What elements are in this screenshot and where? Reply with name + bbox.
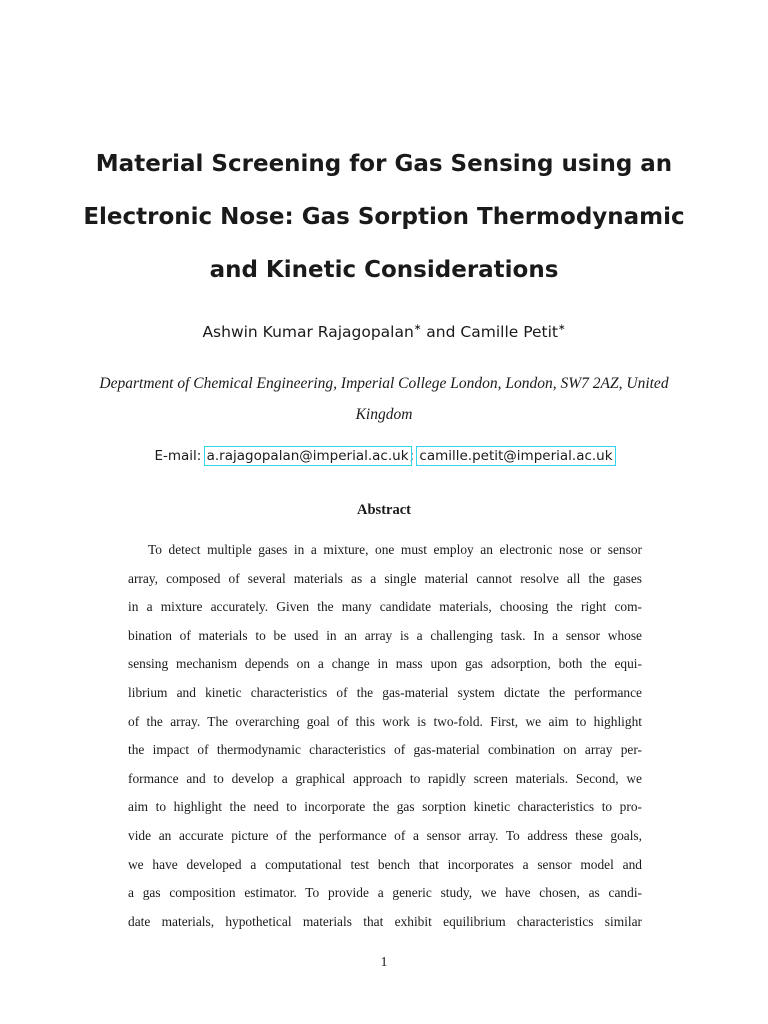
email-label: E-mail: <box>154 448 202 464</box>
title-line: Material Screening for Gas Sensing using an <box>95 151 673 177</box>
paper-title <box>40 138 728 297</box>
author-list <box>40 323 728 341</box>
affiliation <box>80 368 688 430</box>
abstract-line: sensing mechanism depends on a change in mass upon gas adsorption, both the equi- <box>128 656 642 672</box>
affiliation-line: Department of Chemical Engineering, Imperial College London, London, SW7 2AZ, United <box>99 375 669 392</box>
abstract-line: bination of materials to be used in an array is a challenging task. In a sensor whose <box>128 627 642 643</box>
corresponding-author-mark: ∗ <box>413 323 422 333</box>
author-name: Camille Petit <box>460 323 559 341</box>
abstract-line: a gas composition estimator. To provide a generic study, we have chosen, as candi- <box>128 885 642 901</box>
abstract-line: formance and to develop a graphical approach to rapidly screen materials. Second, we <box>128 770 642 786</box>
abstract-line: the impact of thermodynamic characteristics of gas-material combination on array per- <box>128 742 642 758</box>
abstract-line: aim to highlight the need to incorporate the gas sorption kinetic characteristics to pro- <box>128 799 642 815</box>
abstract-heading: Abstract <box>357 502 411 518</box>
email-link[interactable]: a.rajagopalan@imperial.ac.uk <box>206 448 409 464</box>
page-number: 1 <box>380 955 388 970</box>
abstract-line: of the array. The overarching goal of this work is two-fold. First, we aim to highlight <box>128 713 642 729</box>
abstract-line: librium and kinetic characteristics of the gas-material system dictate the performance <box>128 684 642 700</box>
corresponding-author-mark: ∗ <box>558 323 566 333</box>
abstract-line: date materials, hypothetical materials that exhibit equilibrium characteristics similar <box>128 913 642 929</box>
affiliation-line: Kingdom <box>355 406 413 423</box>
abstract-line: we have developed a computational test bench that incorporates a sensor model and <box>128 856 642 872</box>
email-separator: ; <box>409 448 415 464</box>
abstract-line: array, composed of several materials as a single material cannot resolve all the gases <box>128 570 642 586</box>
email-line <box>40 448 728 464</box>
abstract-line: in a mixture accurately. Given the many candidate materials, choosing the right com- <box>128 599 642 615</box>
author-connector: and <box>426 323 456 341</box>
author-name: Ashwin Kumar Rajagopalan <box>202 323 414 341</box>
abstract-line: vide an accurate picture of the performance of a sensor array. To address these goals, <box>128 827 642 843</box>
title-line: and Kinetic Considerations <box>209 257 559 283</box>
abstract-body <box>128 536 642 936</box>
email-link[interactable]: camille.petit@imperial.ac.uk <box>419 448 613 464</box>
title-line: Electronic Nose: Gas Sorption Thermodynamic <box>83 204 685 230</box>
abstract-line: To detect multiple gases in a mixture, one must employ an electronic nose or sensor <box>148 542 642 557</box>
